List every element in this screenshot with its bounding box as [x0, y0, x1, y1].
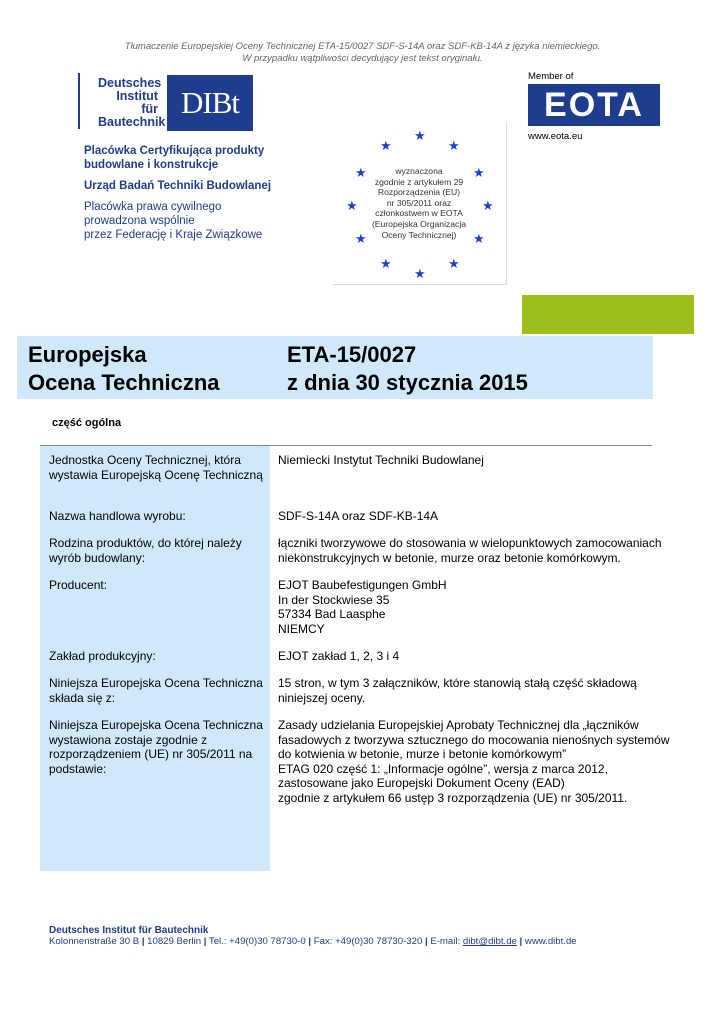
star-icon: ★	[380, 138, 392, 153]
body-line3: przez Federację i Kraje Związkowe	[84, 229, 263, 241]
dibt-logo-line2: Institut	[116, 89, 158, 103]
footer-street: Kolonnenstraße 30 B	[49, 936, 140, 947]
document-number	[287, 341, 528, 397]
eota-logo	[528, 84, 660, 126]
designation-text	[352, 166, 486, 240]
body-line2: prowadzona wspólnie	[84, 215, 195, 227]
star-icon: ★	[473, 165, 485, 180]
footer-email-link[interactable]: dibt@dibt.de	[462, 936, 517, 947]
row-value: SDF-S-14A oraz SDF-KB-14A	[278, 509, 439, 523]
cert-line2: budowlane i konstrukcje	[84, 159, 219, 171]
star-icon: ★	[473, 231, 485, 246]
star-icon: ★	[448, 138, 460, 153]
eta-date: z dnia 30 stycznia 2015	[287, 370, 528, 395]
dibt-logo-words	[98, 76, 166, 129]
row-label: Producent:	[49, 578, 108, 592]
star-icon: ★	[414, 128, 426, 143]
basis-line: ETAG 020 część 1: „Informacje ogólne”, wersja z marca 2012, zastosowane jako Europejski Dokument Oceny (EAD)	[278, 761, 608, 790]
designation-line: wyznaczona	[395, 166, 443, 176]
translation-note-line2: W przypadku wątpliwości decydujący jest tekst oryginału.	[242, 53, 483, 64]
accent-bar	[522, 295, 694, 334]
footer-address	[49, 936, 577, 947]
row-value: 15 stron, w tym 3 załączników, które stanowią stałą część składową niniejszej oceny.	[278, 676, 637, 705]
producer-country: NIEMCY	[278, 621, 325, 636]
star-icon: ★	[380, 256, 392, 271]
dibt-logo-line1: Deutsches	[98, 76, 162, 90]
footer-separator: |	[519, 936, 523, 947]
row-value: Niemiecki Instytut Techniki Budowlanej	[278, 453, 484, 467]
designation-line: nr 305/2011 oraz	[386, 197, 452, 208]
basis-line: zgodnie z artykułem 66 ustęp 3 rozporządzenia (UE) nr 305/2011.	[278, 790, 628, 805]
designation-line: Oceny Technicznej)	[381, 229, 457, 240]
title-left-line1: Europejska	[28, 342, 147, 367]
producer-name: EJOT Baubefestigungen GmbH	[278, 578, 447, 592]
footer-org: Deutsches Institut für Bautechnik	[49, 925, 209, 936]
member-of-label: Member of	[528, 71, 574, 82]
eta-number: ETA-15/0027	[287, 342, 417, 367]
row-value: łączniki tworzywowe do stosowania w wielopunktowych zamocowaniach niekonstrukcyjnych w betonie, murze oraz betonie komórkowym.	[278, 536, 662, 565]
row-value: EJOT zakład 1, 2, 3 i 4	[278, 649, 400, 663]
row-label: Nazwa handlowa wyrobu:	[49, 509, 186, 523]
footer-web-link[interactable]: www.dibt.de	[524, 936, 577, 947]
dibt-logo-line3: für	[141, 102, 158, 116]
footer-city: 10829 Berlin	[147, 936, 202, 947]
star-icon: ★	[346, 198, 358, 213]
footer-tel: Tel.: +49(0)30 78730-0	[208, 936, 306, 947]
body-line1: Placówka prawa cywilnego	[84, 201, 222, 213]
issuer-info	[84, 144, 314, 242]
star-icon: ★	[482, 198, 494, 213]
title-left-line2: Ocena Techniczna	[28, 370, 220, 395]
eota-url[interactable]: www.eota.eu	[528, 131, 583, 142]
star-icon: ★	[355, 165, 367, 180]
star-icon: ★	[448, 256, 460, 271]
section-label: część ogólna	[52, 417, 122, 429]
designation-line: członkostwem w EOTA	[375, 208, 463, 219]
document-title	[28, 341, 220, 397]
office-name: Urząd Badań Techniki Budowlanej	[84, 180, 272, 192]
footer-separator: |	[308, 936, 312, 947]
designation-line: zgodnie z artykułem 29	[374, 176, 464, 187]
translation-note	[0, 41, 725, 65]
dibt-logo-mark: DIBt	[167, 75, 253, 131]
row-value	[278, 718, 673, 805]
star-icon: ★	[414, 266, 426, 281]
row-label: Jednostka Oceny Technicznej, która wystawia Europejską Ocenę Techniczną	[49, 453, 263, 482]
row-label: Rodzina produktów, do której należy wyrób budowlany:	[49, 536, 242, 565]
footer-fax: Fax: +49(0)30 78730-320	[313, 936, 423, 947]
row-value	[278, 578, 673, 636]
footer-separator: |	[203, 936, 207, 947]
row-label: Niniejsza Europejska Ocena Techniczna wystawiona zostaje zgodnie z rozporządzeniem (UE) nr 305/2011 na podstawie:	[49, 718, 263, 776]
footer-separator: |	[141, 936, 145, 947]
footer-email-label: E-mail:	[430, 936, 461, 947]
dibt-logo-line4: Bautechnik	[98, 115, 166, 129]
eota-logo-text: EOTA	[544, 86, 644, 124]
designation-line: (Europejska Organizacja	[371, 218, 467, 229]
row-label: Niniejsza Europejska Ocena Techniczna składa się z:	[49, 676, 263, 705]
cert-line1: Placówka Certyfikująca produkty	[84, 145, 265, 157]
translation-note-line1: Tłumaczenie Europejskiej Oceny Technicznej ETA-15/0027 SDF-S-14A oraz SDF-KB-14A z języka niemieckiego.	[124, 41, 601, 52]
basis-line: Zasady udzielania Europejskiej Aprobaty Technicznej dla „łączników fasadowych z tworzywa sztucznego do mocowania nienośnych systemów do kotwienia w betonie, murze i betonie komórkowym”	[278, 718, 670, 761]
designation-line: Rozporządzenia (EU)	[377, 187, 461, 198]
star-icon: ★	[355, 231, 367, 246]
producer-city: 57334 Bad Laasphe	[278, 607, 386, 621]
logo-divider	[78, 73, 80, 129]
producer-street: In der Stockwiese 35	[278, 592, 390, 607]
footer-separator: |	[424, 936, 428, 947]
row-label: Zakład produkcyjny:	[49, 649, 156, 663]
